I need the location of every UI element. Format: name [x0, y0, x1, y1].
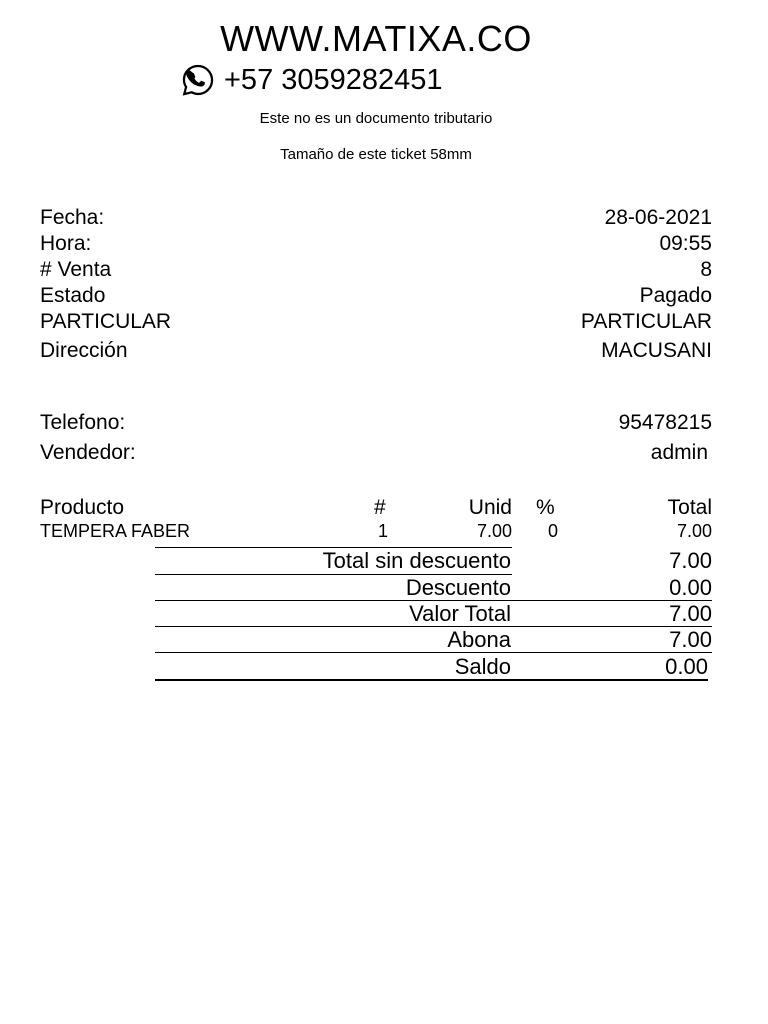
cliente-label: PARTICULAR [40, 310, 172, 333]
vendedor-label: Vendedor: [40, 441, 136, 464]
hora-value: 09:55 [659, 232, 712, 255]
tax-note: Este no es un documento tributario [259, 110, 493, 127]
direccion-label: Dirección [40, 339, 128, 362]
header-total: Total [667, 496, 712, 519]
descuento-value: 0.00 [669, 575, 712, 600]
item-porcentaje: 0 [548, 521, 559, 541]
fecha-label: Fecha: [40, 206, 105, 229]
hora-label: Hora: [40, 232, 92, 255]
vendedor-value: admin [650, 441, 708, 464]
abona-label: Abona [447, 627, 511, 652]
header-porcentaje: % [536, 496, 555, 519]
telefono-label: Telefono: [40, 411, 126, 434]
whatsapp-icon [180, 62, 216, 98]
estado-value: Pagado [639, 284, 712, 307]
item-cantidad: 1 [378, 521, 389, 541]
divider-line [155, 626, 712, 627]
header-producto: Producto [40, 496, 125, 519]
item-total: 7.00 [676, 521, 712, 541]
divider-line [155, 652, 712, 653]
saldo-value: 0.00 [665, 654, 708, 679]
header-cantidad: # [374, 496, 386, 519]
divider-line [155, 679, 708, 681]
venta-label: # Venta [40, 258, 112, 281]
direccion-value: MACUSANI [601, 339, 712, 362]
estado-label: Estado [40, 284, 106, 307]
ticket-size-note: Tamaño de este ticket 58mm [280, 146, 472, 163]
saldo-label: Saldo [454, 654, 511, 679]
phone-line [180, 62, 443, 98]
item-producto: TEMPERA FABER [40, 521, 191, 541]
descuento-label: Descuento [405, 575, 511, 600]
total-sin-descuento-value: 7.00 [669, 548, 712, 573]
header-unid: Unid [468, 496, 512, 519]
valor-total-value: 7.00 [669, 601, 712, 626]
valor-total-label: Valor Total [409, 601, 511, 626]
item-unid: 7.00 [476, 521, 512, 541]
telefono-value: 95478215 [618, 411, 712, 434]
total-sin-descuento-label: Total sin descuento [322, 548, 511, 573]
fecha-value: 28-06-2021 [604, 206, 712, 229]
venta-value: 8 [700, 258, 712, 281]
cliente-value: PARTICULAR [580, 310, 712, 333]
website-title: WWW.MATIXA.CO [220, 18, 532, 59]
abona-value: 7.00 [669, 627, 712, 652]
phone-number: +57 3059282451 [224, 63, 443, 96]
